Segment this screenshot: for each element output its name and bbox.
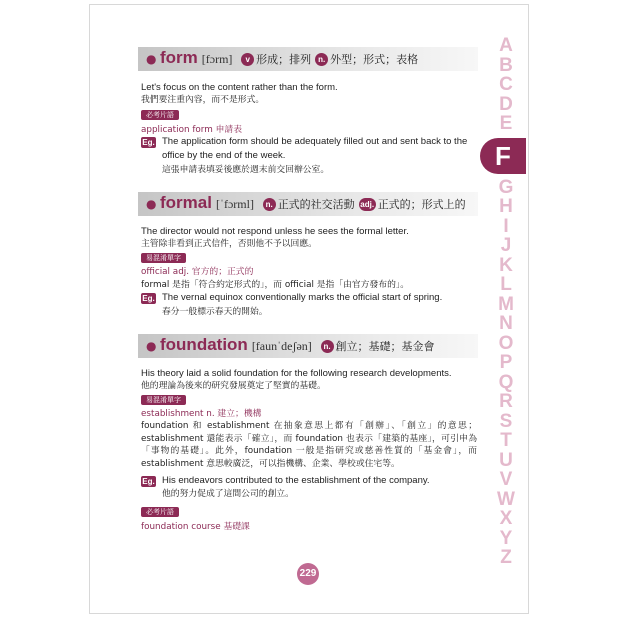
example-badge: Eg. <box>142 138 155 147</box>
index-letter-n: N <box>499 313 513 334</box>
bullet-icon: ● <box>146 197 157 211</box>
section-tag: 必考片語 <box>141 507 179 517</box>
pronunciation: [fɔrm] <box>201 52 233 66</box>
index-letter-a: A <box>499 35 513 56</box>
index-letter-x: X <box>499 508 513 529</box>
eg-translation: 這張申請表填妥後應於週末前交回辦公室。 <box>162 165 330 175</box>
headword-text: formal <box>160 193 212 212</box>
meaning: 形成；排列 <box>256 54 312 66</box>
phrase: foundation course 基礎課 <box>141 522 250 532</box>
page-number: 229 <box>297 563 319 585</box>
index-letter-i: I <box>503 215 509 237</box>
phrase: establishment n. 建立；機構 <box>141 409 262 419</box>
index-letter-m: M <box>498 293 514 315</box>
bullet-icon: ● <box>146 52 157 66</box>
pos-badge: n. <box>263 198 276 211</box>
index-letter-h: H <box>499 196 513 217</box>
pos-badge: n. <box>321 340 334 353</box>
index-letter-q: Q <box>498 371 514 393</box>
pos-badge: n. <box>315 53 328 66</box>
headword-text: foundation <box>160 335 248 354</box>
eg-sentence-cont: office by the end of the week. <box>162 150 286 161</box>
example-sentence: Let's focus on the content rather than the form. <box>141 82 338 93</box>
phrase: official adj. 官方的；正式的 <box>141 267 254 277</box>
example-badge: Eg. <box>142 294 155 303</box>
pronunciation: [faunˈdeʃən] <box>251 339 312 353</box>
section-tag: 必考片語 <box>141 110 179 120</box>
index-letter-v: V <box>499 469 513 490</box>
index-letter-g: G <box>498 176 514 198</box>
eg-translation: 他的努力促成了這間公司的創立。 <box>162 489 294 499</box>
entry-header-foundation <box>138 334 478 358</box>
usage-note: foundation 和 establishment 在抽象意思上都有「創辦」、「創立」的意思；establishment 還能表示「確立」，而 foundation 也表示「建築的基座」，可引申為「事物的基礎」。此外，foundation 一般是指研究或慈善性質的「基金會」，而 establishment 意思較廣泛，可以指機構、企業、學校或住宅等。 <box>141 421 477 469</box>
eg-sentence: His endeavors contributed to the establishment of the company. <box>162 475 430 486</box>
index-letter-y: Y <box>499 527 513 549</box>
example-sentence: The director would not respond unless he sees the formal letter. <box>141 226 409 237</box>
index-letter-e: E <box>499 113 513 134</box>
index-letter-w: W <box>497 488 515 510</box>
index-letter-b: B <box>499 54 513 76</box>
headword <box>160 48 418 68</box>
example-badge: Eg. <box>142 477 155 486</box>
index-letter-d: D <box>499 93 513 115</box>
index-letter-c: C <box>499 74 513 95</box>
headword-text: form <box>160 48 198 67</box>
pos-badge: adj. <box>360 200 375 209</box>
index-letter-k: K <box>499 254 513 276</box>
meaning: 外型；形式；表格 <box>330 54 419 66</box>
meaning: 創立；基礎；基金會 <box>335 341 435 353</box>
headword <box>160 335 435 355</box>
example-translation: 他的理論為後來的研究發展奠定了堅實的基礎。 <box>141 381 326 391</box>
usage-note: formal 是指「符合約定形式的」，而 official 是指「由官方發布的」。 <box>141 280 410 290</box>
pronunciation: [ˈfɔrml] <box>215 197 254 211</box>
example-translation: 我們要注重內容，而不是形式。 <box>141 95 265 105</box>
index-letter-f: F <box>480 138 526 174</box>
eg-translation: 春分一般標示春天的開始。 <box>162 307 268 317</box>
pos-badge: v <box>241 53 254 66</box>
section-tag: 易混淆單字 <box>141 253 186 263</box>
eg-sentence: The vernal equinox conventionally marks the official start of spring. <box>162 292 443 303</box>
meaning: 正式的社交活動 <box>277 199 355 211</box>
entry-header-formal <box>138 192 478 216</box>
index-letter-s: S <box>499 410 513 432</box>
index-letter-u: U <box>499 449 513 471</box>
index-letter-t: T <box>500 430 512 451</box>
index-letter-j: J <box>500 235 512 256</box>
example-translation: 主管除非看到正式信件，否則他不予以回應。 <box>141 239 317 249</box>
headword <box>160 193 466 213</box>
index-letter-z: Z <box>500 547 512 568</box>
section-tag: 易混淆單字 <box>141 395 186 405</box>
bullet-icon: ● <box>146 339 157 353</box>
index-letter-l: L <box>500 274 512 295</box>
meaning: 正式的；形式上的 <box>377 199 466 211</box>
index-letter-r: R <box>499 391 513 412</box>
eg-sentence: The application form should be adequately filled out and sent back to the <box>162 136 468 147</box>
index-letter-p: P <box>499 352 513 373</box>
phrase: application form 申請表 <box>141 125 243 135</box>
index-letter-o: O <box>498 332 514 354</box>
alphabet-index <box>492 36 520 568</box>
example-sentence: His theory laid a solid foundation for the following research developments. <box>141 368 452 379</box>
entry-header-form <box>138 47 478 71</box>
